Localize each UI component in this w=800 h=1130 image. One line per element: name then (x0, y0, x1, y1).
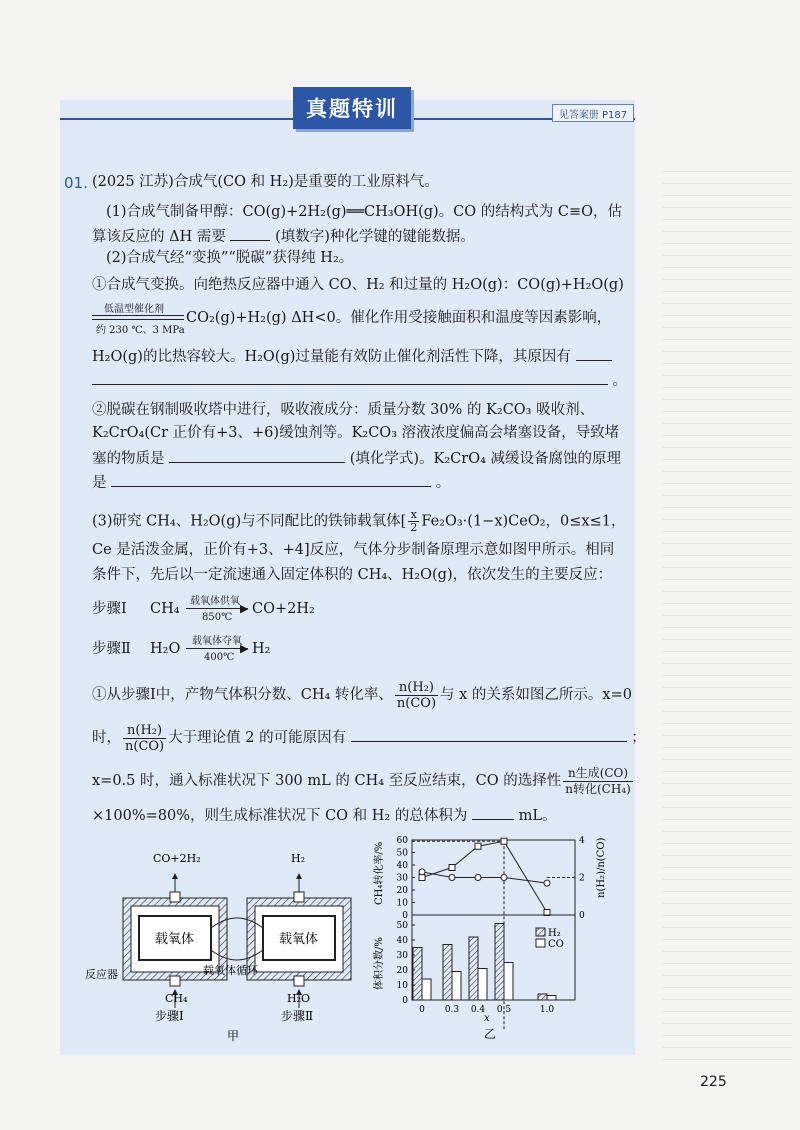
x-tick-label: 0.3 (444, 1005, 460, 1015)
frac-x: x (408, 509, 419, 522)
right-y-tick-label: 2 (579, 873, 585, 884)
top-y-tick-label: 0 (402, 911, 408, 921)
top-y-tick-label: 60 (396, 836, 408, 846)
page-number: 225 (700, 1074, 727, 1090)
q-line-14: Ce 是活泼金属，正价有+3、+4]反应，气体分步制备原理示意如图甲所示。相同 (92, 542, 615, 558)
ratio-point (419, 869, 425, 875)
right-y-tick-label: 0 (579, 911, 585, 921)
bar-h2 (443, 945, 452, 1001)
q-line-19 (92, 721, 646, 755)
legend-h2: H₂ (548, 928, 561, 939)
label-box-left: 载氧体 (155, 932, 195, 947)
answer-blank-5[interactable] (351, 727, 627, 742)
equilibrium-sign (92, 315, 184, 320)
bar-co (422, 979, 431, 1000)
q-line-7-text: H₂O(g)的比热容较大。H₂O(g)过量能有效防止催化剂活性下降，其原因有 (92, 349, 571, 365)
answer-blank-6[interactable] (472, 805, 514, 820)
bar-co (504, 963, 513, 1001)
bottom-y-axis-label: 体积分数/% (374, 937, 385, 990)
bar-h2 (538, 994, 547, 1000)
ratio-numerator-2: n(H₂) (123, 723, 166, 739)
x-tick-label: 0.4 (470, 1005, 486, 1015)
q-line-1: (2025 江苏)合成气(CO 和 H₂)是重要的工业原料气。 (92, 174, 439, 190)
bottom-y-tick-label: 30 (396, 951, 408, 961)
bottom-y-tick-label: 10 (396, 981, 408, 991)
q-line-2: (1)合成气制备甲醇：CO(g)+2H₂(g)══CH₃OH(g)。CO 的结构式为 C≡O，估 (106, 204, 623, 220)
ratio-point (449, 875, 455, 881)
q-line-6: CO₂(g)+H₂(g) ΔH<0。催化作用受接触面积和温度等因素影响， (186, 310, 612, 326)
q-line-11a: 塞的物质是 (92, 451, 165, 467)
label-step1: 步骤Ⅰ (155, 1009, 184, 1023)
top-y-tick-label: 20 (396, 886, 408, 896)
legend-co-swatch (536, 939, 545, 947)
q-line-18b: 与 x 的关系如图乙所示。x=0 (440, 687, 632, 703)
step2-arrow (186, 648, 248, 649)
q-line-13b: Fe₂O₃·(1−x)CeO₂，0≤x≤1， (421, 513, 626, 530)
conversion-point (475, 843, 481, 849)
q-line-3 (92, 226, 475, 246)
q-line-20a: x=0.5 时，通入标准状况下 300 mL 的 CH₄ 至反应结束，CO 的选择性 (92, 773, 562, 789)
bar-co (478, 969, 487, 1001)
q-line-10: K₂CrO₄(Cr 正价有+3、+6)缓蚀剂等。K₂CO₃ 溶液浓度偏高会堵塞设备，导致堵 (92, 425, 620, 441)
q-line-18 (92, 678, 632, 712)
q-line-12b: 。 (435, 475, 451, 491)
answer-blank-2b[interactable] (92, 370, 608, 385)
q-line-18a: ①从步骤Ⅰ中，产物气体积分数、CH₄ 转化率、 (92, 687, 393, 703)
step1-label: 步骤Ⅰ (92, 601, 127, 617)
step1-cond-top: 载氧体供氧 (190, 596, 240, 607)
bottom-y-tick-label: 20 (396, 966, 408, 976)
right-y-axis-label: n(H₂)/n(CO) (596, 837, 607, 898)
bar-co (452, 972, 461, 1001)
bar-h2 (413, 948, 422, 1001)
right-y-tick-label: 4 (579, 836, 585, 846)
bar-h2 (469, 937, 478, 1000)
figure-jia (85, 840, 365, 1050)
ratio-point (544, 880, 550, 886)
top-y-tick-label: 40 (396, 861, 408, 871)
answer-blank-3[interactable] (169, 448, 345, 463)
series-line-1 (422, 841, 547, 912)
step1-product: CO+2H₂ (252, 601, 315, 617)
q-line-11b: (填化学式)。K₂CrO₄ 减缓设备腐蚀的原理 (349, 451, 622, 467)
ratio-point (501, 875, 507, 881)
q-line-3a: 算该反应的 ΔH 需要 (92, 229, 226, 245)
label-bottom-right: H₂O (287, 992, 311, 1005)
figure-yi (360, 830, 630, 1045)
caption-yi: 乙 (484, 1027, 497, 1041)
q-line-21a: ×100%=80%，则生成标准状况下 CO 和 H₂ 的总体积为 (92, 808, 468, 824)
label-cycle: 载氧体循环 (203, 964, 258, 977)
step2-label: 步骤Ⅱ (92, 641, 131, 657)
answer-blank-1[interactable] (230, 226, 270, 241)
x-axis-label: x (484, 1013, 490, 1024)
caption-jia: 甲 (227, 1029, 240, 1043)
answer-blank-2a[interactable] (576, 346, 612, 361)
label-step2: 步骤Ⅱ (281, 1009, 314, 1023)
q-line-9: ②脱碳在钢制吸收塔中进行，吸收液成分：质量分数 30% 的 K₂CO₃ 吸收剂、 (92, 402, 595, 418)
label-bottom-left: CH₄ (165, 992, 188, 1005)
x-tick-label: 0.5 (496, 1005, 512, 1015)
ratio-point (475, 875, 481, 881)
q-line-13a: (3)研究 CH₄、H₂O(g)与不同配比的铁铈载氧体[ (92, 513, 407, 530)
q-line-19b: 大于理论值 2 的可能原因有 (168, 730, 347, 746)
bottom-y-tick-label: 50 (396, 921, 408, 931)
legend-h2-swatch (536, 928, 545, 936)
q-line-11 (92, 448, 621, 468)
top-y-tick-label: 30 (396, 873, 408, 884)
step2-cond-top: 载氧体夺氧 (192, 636, 242, 647)
ratio-denominator-2: n(CO) (125, 738, 165, 754)
top-y-axis-label: CH₄转化率/% (374, 841, 385, 905)
legend-co: CO (548, 939, 564, 950)
q-line-19a: 时， (92, 730, 121, 746)
condition-catalyst: 低温型催化剂 (104, 304, 164, 315)
ratio-numerator: n(H₂) (395, 680, 438, 696)
x-tick-label: 1.0 (539, 1005, 555, 1015)
step2-cond-bot: 400℃ (204, 652, 235, 663)
step1-arrow (186, 608, 248, 609)
top-y-tick-label: 10 (396, 898, 408, 909)
answer-reference: 见答案册 P187 (552, 104, 634, 122)
step2-product: H₂ (252, 641, 271, 657)
q-line-15: 条件下，先后以一定流速通入固定体积的 CH₄、H₂O(g)，依次发生的主要反应： (92, 567, 613, 583)
bar-h2 (495, 924, 504, 1001)
bottom-y-tick-label: 0 (402, 996, 408, 1006)
bar-co (547, 996, 556, 1001)
q-line-7 (92, 346, 612, 366)
background-ruled-lines (662, 160, 792, 1060)
conversion-point (449, 865, 455, 871)
x-tick-label: 0 (419, 1005, 425, 1015)
answer-blank-4[interactable] (111, 472, 431, 487)
conversion-point (501, 838, 507, 844)
selectivity-numerator: n生成(CO) (563, 766, 633, 782)
condition-temp-pressure: 约 230 ℃、3 MPa (96, 325, 185, 336)
frac-2: 2 (410, 521, 418, 534)
q-line-21 (92, 805, 556, 825)
q-line-3b: (填数字)种化学键的键能数据。 (275, 229, 475, 245)
label-reactor: 反应器 (85, 968, 118, 981)
q-line-20 (92, 764, 635, 798)
q-line-13 (92, 509, 625, 534)
q-line-8 (92, 370, 627, 390)
q-line-21b: mL。 (518, 808, 557, 824)
q-line-19c: ； (631, 730, 646, 746)
section-title: 真题特训 (293, 87, 411, 129)
bottom-y-tick-label: 40 (396, 936, 408, 946)
label-top-left: CO+2H₂ (153, 852, 201, 865)
q-line-4: (2)合成气经“变换”“脱碳”获得纯 H₂。 (106, 250, 354, 266)
label-box-right: 载氧体 (279, 932, 319, 947)
top-y-tick-label: 50 (396, 848, 408, 859)
label-top-right: H₂ (291, 852, 306, 865)
q-line-12a: 是 (92, 475, 107, 491)
conversion-point (419, 875, 425, 881)
question-number: 01. (64, 174, 88, 192)
selectivity-denominator: n转化(CH₄) (565, 781, 631, 796)
step2-reactant: H₂O (150, 641, 181, 657)
step1-cond-bot: 850℃ (202, 612, 233, 623)
q-line-5: ①合成气变换。向绝热反应器中通入 CO、H₂ 和过量的 H₂O(g)：CO(g)+H₂O(g) (92, 277, 624, 293)
ratio-denominator: n(CO) (396, 695, 437, 711)
q-line-12 (92, 472, 450, 492)
q-line-8-end: 。 (612, 373, 628, 389)
step1-reactant: CH₄ (150, 601, 180, 617)
